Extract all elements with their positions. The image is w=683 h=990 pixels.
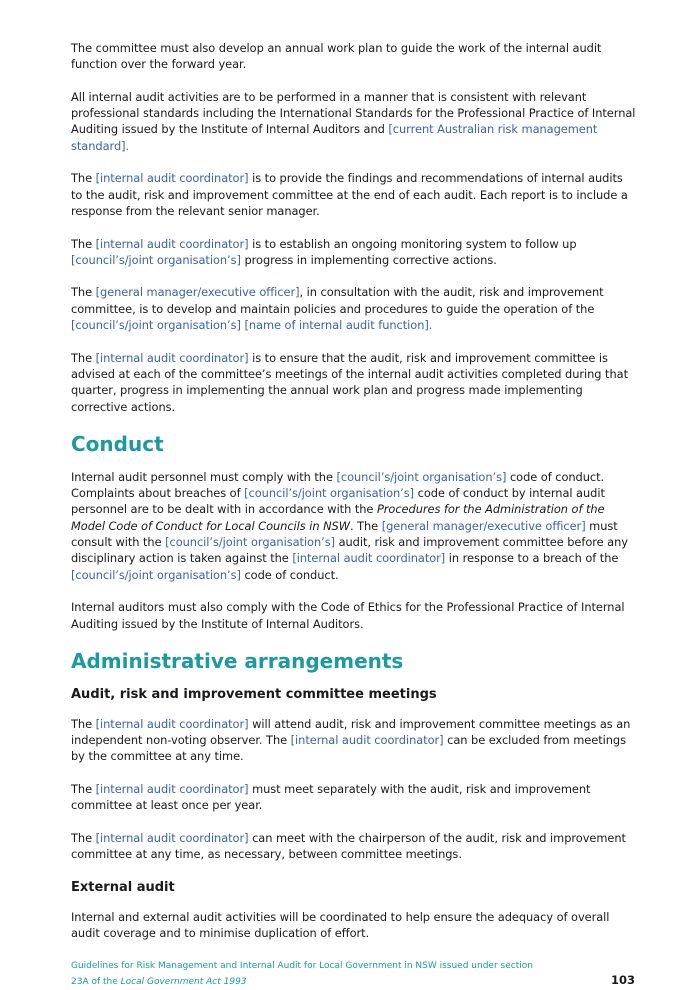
text-run: will attend audit, risk and improvement committee meetings as an independent non-voting observer. The xyxy=(71,716,631,748)
committee-meetings-paragraphs xyxy=(71,716,637,863)
placeholder-text: [council’s/joint organisation’s] xyxy=(244,486,415,501)
text-run: is to provide the findings and recommendations of internal audits to the audit, risk and improvement committee at the end of each audit. Each report is to include a response from the relevant senior manager. xyxy=(71,171,628,218)
text-run: The xyxy=(71,285,96,300)
placeholder-text: [internal audit coordinator] xyxy=(95,236,249,251)
placeholder-text: [internal audit coordinator] xyxy=(95,350,249,365)
text-run: code of conduct. xyxy=(240,567,339,582)
text-run: Internal and external audit activities will be coordinated to help ensure the adequacy of overall audit coverage and to minimise duplication of effort. xyxy=(71,909,610,941)
placeholder-text: [internal audit coordinator] xyxy=(95,716,249,731)
text-run: must consult with the xyxy=(71,518,618,550)
text-run: The xyxy=(71,171,96,186)
external-audit-heading: External audit xyxy=(71,879,175,895)
page-content xyxy=(71,40,637,958)
placeholder-text: [general manager/executive officer] xyxy=(381,518,586,533)
italic-text: Procedures for the Administration of the Model Code of Conduct for Local Councils in NSW xyxy=(71,502,605,533)
text-run: in response to a breach of the xyxy=(445,551,619,566)
placeholder-text: [internal audit coordinator] xyxy=(95,830,249,845)
text-run: can be excluded from meetings by the committee at any time. xyxy=(71,733,626,764)
text-run: The xyxy=(71,236,96,251)
placeholder-text: [council’s/joint organisation’s] xyxy=(336,469,507,484)
paragraph xyxy=(71,284,637,333)
committee-meetings-heading: Audit, risk and improvement committee meetings xyxy=(71,686,437,702)
footer-act-title: Local Government Act 1993 xyxy=(120,977,247,987)
placeholder-text: [council’s/joint organisation’s] xyxy=(71,252,241,267)
text-run: audit, risk and improvement committee before any disciplinary action is taken against the xyxy=(71,535,628,566)
conduct-paragraphs xyxy=(71,469,637,632)
paragraph xyxy=(71,170,637,219)
text-run: Internal auditors must also comply with the Code of Ethics for the Professional Practice of Internal Auditing issued by the Institute of Internal Auditors. xyxy=(71,600,625,631)
paragraph xyxy=(71,469,637,583)
paragraph xyxy=(71,350,637,415)
text-run: The xyxy=(71,830,96,845)
text-run: can meet with the chairperson of the audit, risk and improvement committee at any time, as necessary, between committee meetings. xyxy=(71,830,626,862)
placeholder-text: [internal audit coordinator] xyxy=(95,781,249,796)
text-run: is to establish an ongoing monitoring system to follow up xyxy=(248,236,577,251)
text-run: , in consultation with the audit, risk and improvement committee, is to develop and maintain policies and procedures to guide the operation of the xyxy=(71,285,604,316)
text-run: The xyxy=(71,716,96,731)
text-run: The xyxy=(71,350,96,365)
text-run: progress in implementing corrective actions. xyxy=(240,252,497,267)
paragraph xyxy=(71,40,637,73)
external-audit-paragraphs xyxy=(71,909,637,942)
placeholder-text: [council’s/joint organisation’s] [name of internal audit function]. xyxy=(71,318,433,333)
text-run: is to ensure that the audit, risk and improvement committee is advised at each of the committee’s meetings of the internal audit activities completed during that quarter, progress in implementing the annual work plan and progress made implementing corrective actions. xyxy=(71,350,628,414)
text-run: All internal audit activities are to be performed in a manner that is consistent with relevant professional standards including the International Standards for the Professional Practice of Internal Auditing issued by the Institute of Internal Auditors and xyxy=(71,89,636,137)
paragraph xyxy=(71,236,637,269)
conduct-heading: Conduct xyxy=(71,431,164,456)
placeholder-text: [general manager/executive officer] xyxy=(95,285,300,300)
paragraph xyxy=(71,830,637,863)
placeholder-text: [internal audit coordinator] xyxy=(292,551,446,566)
paragraph xyxy=(71,781,637,814)
placeholder-text: [internal audit coordinator] xyxy=(95,171,249,186)
top-paragraphs xyxy=(71,40,637,415)
text-run: The committee must also develop an annual work plan to guide the work of the internal audit function over the forward year. xyxy=(71,41,602,72)
text-run: must meet separately with the audit, risk and improvement committee at least once per year. xyxy=(71,781,591,813)
paragraph xyxy=(71,716,637,765)
paragraph xyxy=(71,909,637,942)
placeholder-text: [council’s/joint organisation’s] xyxy=(165,535,335,550)
text-run: code of conduct. Complaints about breaches of xyxy=(71,469,605,501)
paragraph xyxy=(71,599,637,632)
text-run: Internal audit personnel must comply with the xyxy=(71,469,337,484)
footer-text: Guidelines for Risk Management and Internal Audit for Local Government in NSW issued under section 23A of the xyxy=(71,961,533,987)
page-footer xyxy=(71,958,541,990)
page-number: 103 xyxy=(610,973,635,987)
text-run: code of conduct by internal audit personnel are to be dealt with in accordance with the xyxy=(71,486,605,517)
paragraph xyxy=(71,89,637,154)
text-run: . The xyxy=(349,518,382,533)
placeholder-text: [council’s/joint organisation’s] xyxy=(71,567,241,582)
administrative-arrangements-heading: Administrative arrangements xyxy=(71,648,404,673)
placeholder-text: [current Australian risk management standard]. xyxy=(71,122,598,153)
placeholder-text: [internal audit coordinator] xyxy=(290,733,444,748)
text-run: The xyxy=(71,781,96,796)
